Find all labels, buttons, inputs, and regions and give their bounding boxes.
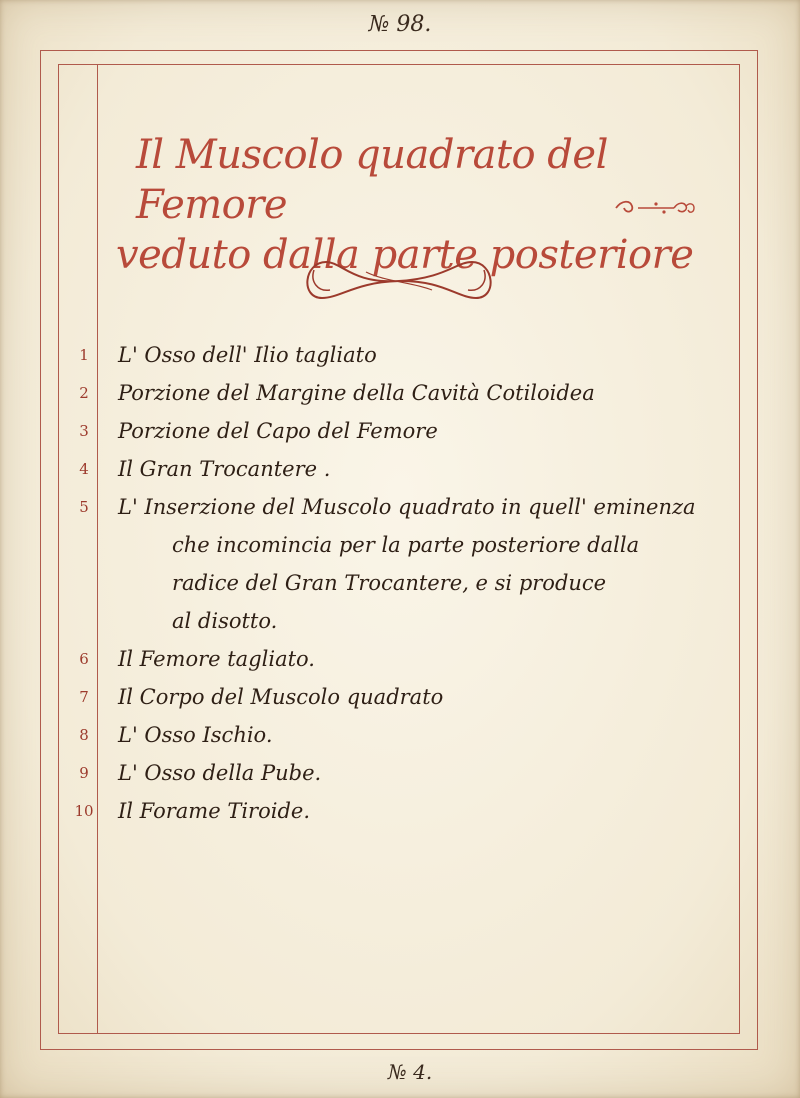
page-number-bottom: № 4. [387,1060,433,1084]
title-line-2: veduto dalla parte posteriore [116,232,694,278]
list-item-continuation [0,526,760,564]
list-item [0,792,760,830]
list-item [0,640,760,678]
item-number: 3 [79,422,89,440]
item-label: L' Osso della Pube. [118,761,322,785]
item-number: 1 [79,346,89,364]
list-item [0,336,760,374]
list-item-continuation [0,564,760,602]
item-label: al disotto. [172,609,278,633]
item-number: 4 [79,460,89,478]
legend-list [0,336,760,830]
item-label: L' Osso Ischio. [118,723,273,747]
item-number: 9 [79,764,89,782]
title-end-flourish-icon [612,196,697,220]
list-item [0,754,760,792]
item-label: radice del Gran Trocantere, e si produce [172,571,607,595]
item-number: 8 [79,726,89,744]
list-item [0,374,760,412]
item-number: 2 [79,384,89,402]
item-number: 10 [74,802,94,820]
calligraphic-ornament-icon [296,252,502,310]
item-label: Il Corpo del Muscolo quadrato [118,685,444,709]
item-label: L' Inserzione del Muscolo quadrato in quell' eminenza [118,495,696,519]
item-number: 5 [79,498,89,516]
item-number: 6 [79,650,89,668]
list-item [0,412,760,450]
title-line-1: Il Muscolo quadrato del Femore [136,132,608,228]
item-label: Il Forame Tiroide. [118,799,310,823]
item-label: Porzione del Capo del Femore [118,419,438,443]
item-label: Porzione del Margine della Cavità Cotiloidea [118,381,595,405]
item-label: L' Osso dell' Ilio tagliato [118,343,377,367]
item-label: Il Gran Trocantere . [118,457,331,481]
item-label: Il Femore tagliato. [118,647,315,671]
item-number: 7 [79,688,89,706]
list-item-continuation [0,602,760,640]
item-label: che incomincia per la parte posteriore dalla [172,533,640,557]
list-item [0,678,760,716]
list-item [0,488,760,526]
list-item [0,716,760,754]
list-item [0,450,760,488]
page-number-top: № 98. [368,12,432,37]
